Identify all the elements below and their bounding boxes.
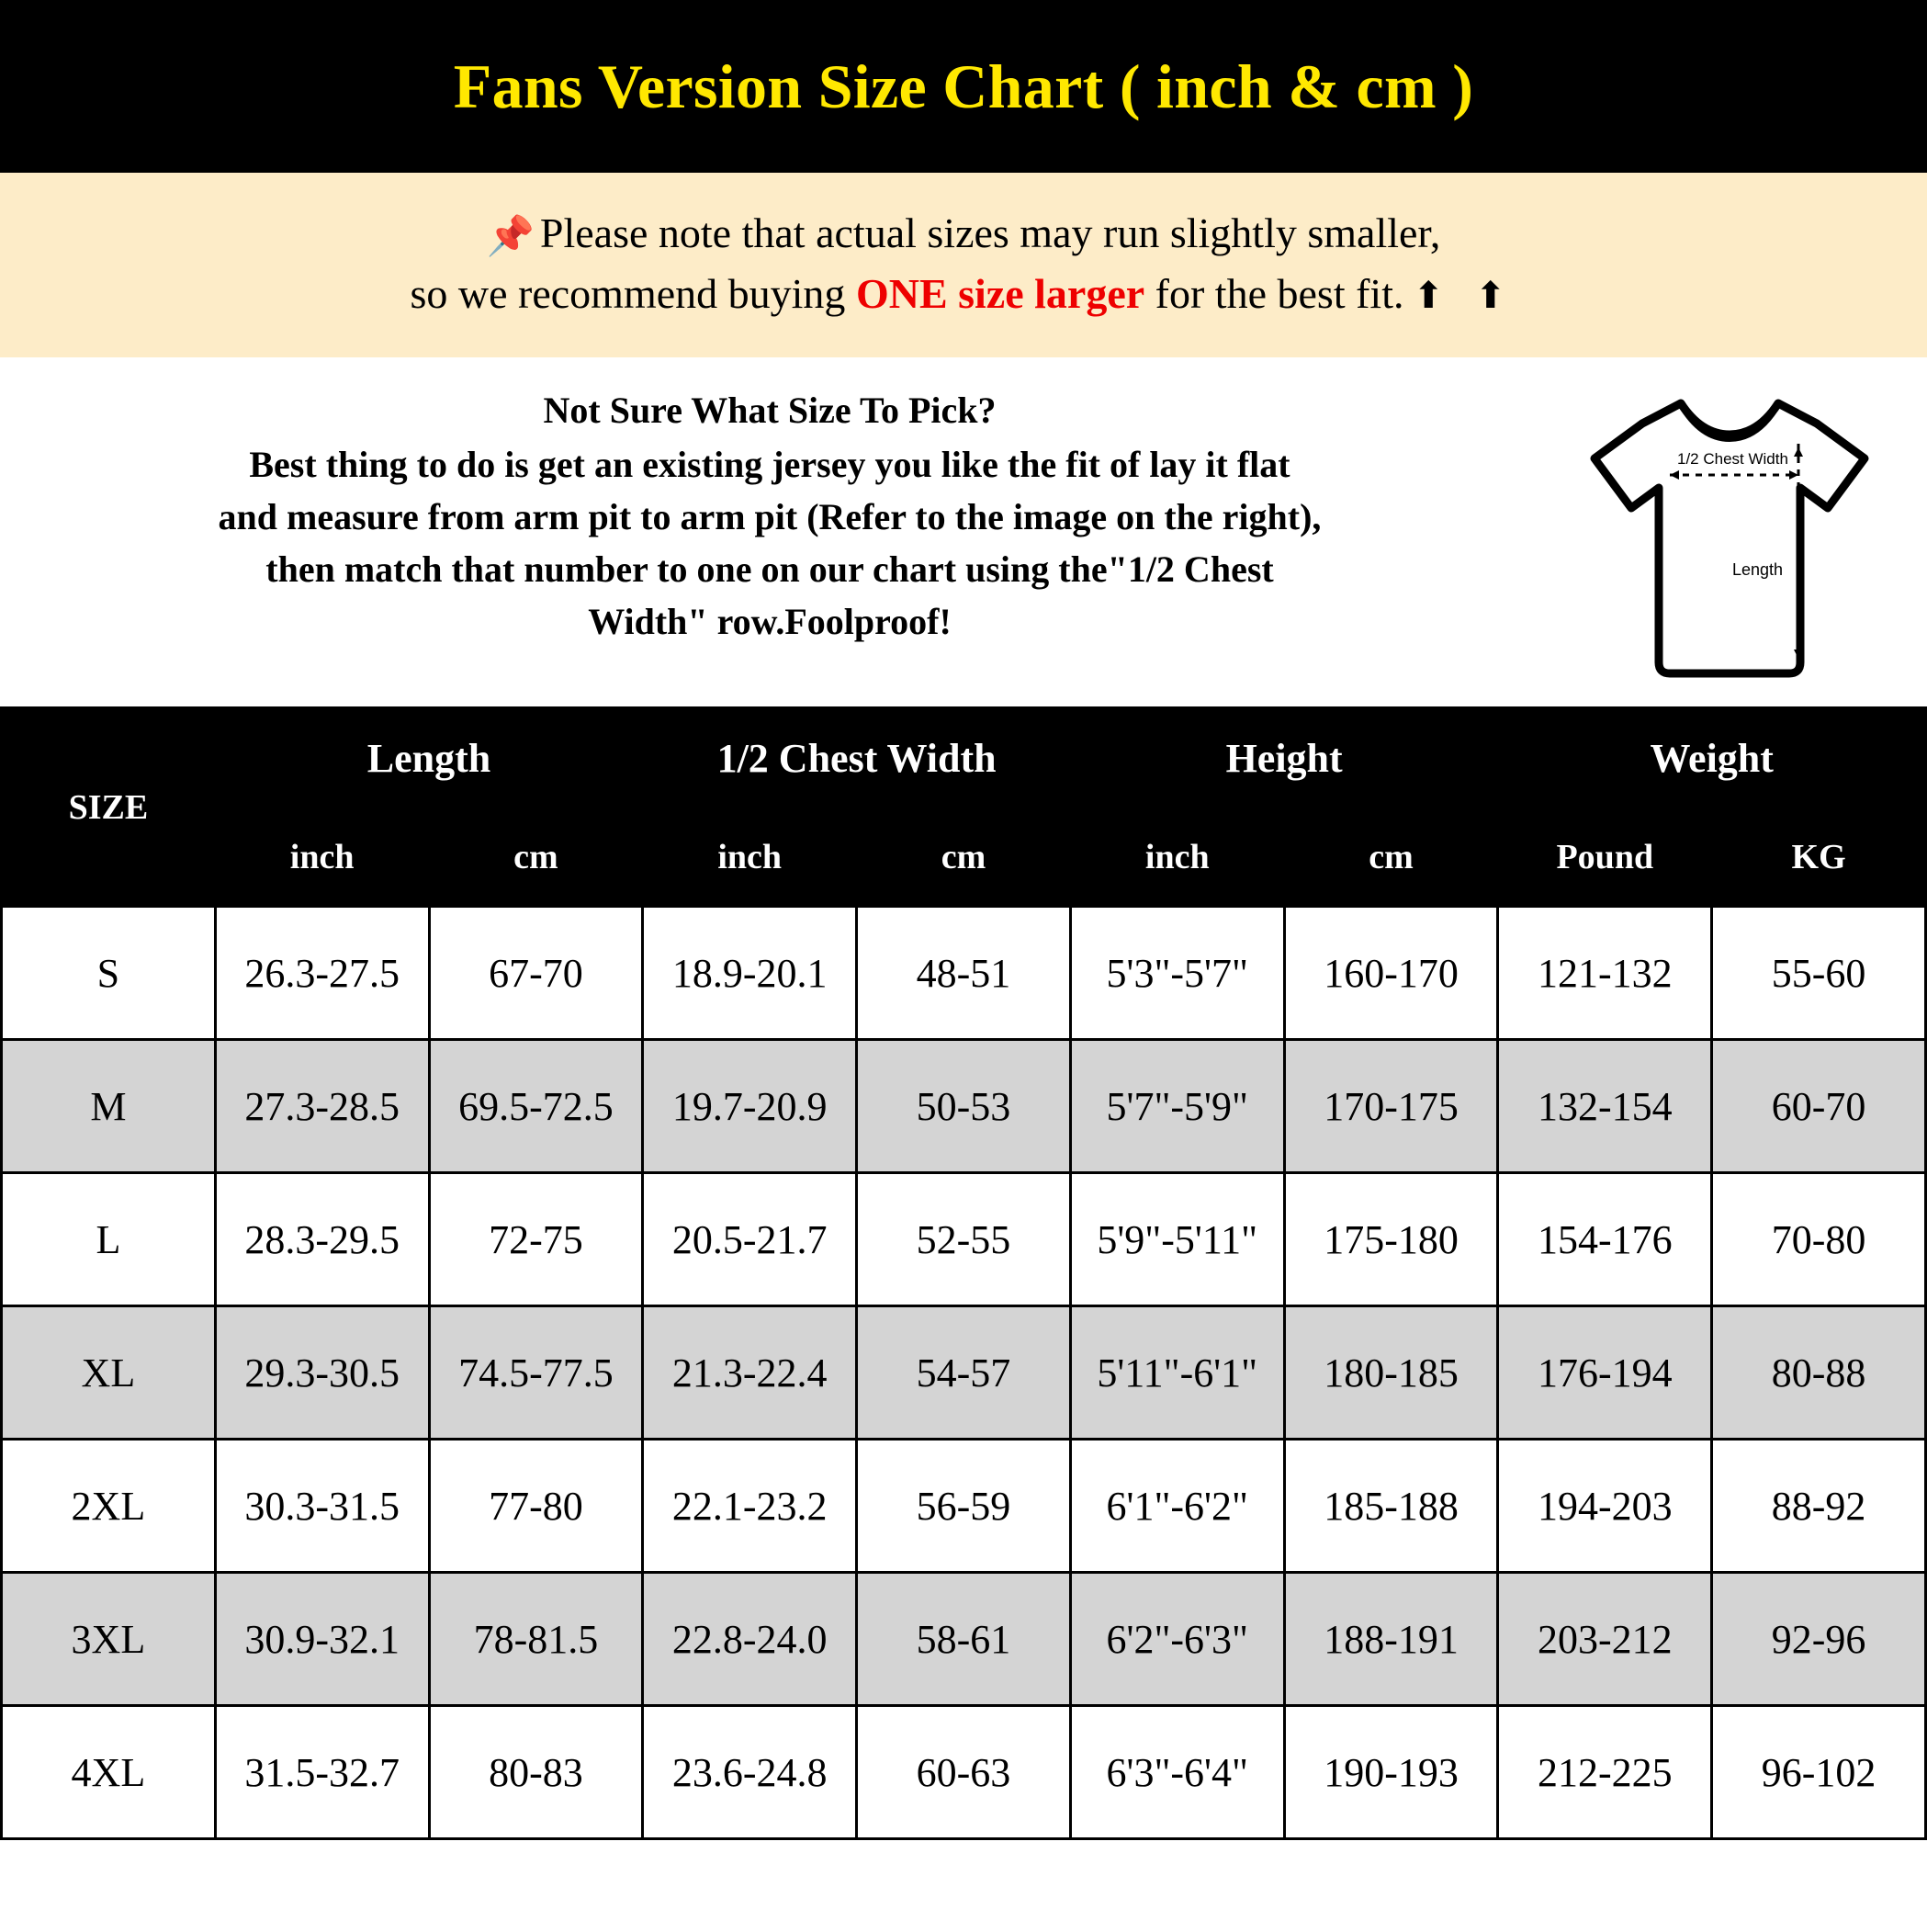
cell-chest-inch: 23.6-24.8 [643, 1706, 857, 1839]
help-line-2: and measure from arm pit to arm pit (Refer to the image on the right), [218, 496, 1322, 538]
header-group-height: Height [1070, 708, 1498, 808]
header-unit-chest-inch: inch [643, 808, 857, 907]
cell-height-cm: 185-188 [1284, 1440, 1498, 1573]
cell-length-inch: 30.9-32.1 [215, 1573, 429, 1706]
cell-length-cm: 80-83 [429, 1706, 643, 1839]
cell-weight-pound: 212-225 [1498, 1706, 1712, 1839]
cell-length-cm: 69.5-72.5 [429, 1040, 643, 1173]
cell-size: S [2, 907, 216, 1040]
tshirt-diagram-wrap [1532, 381, 1927, 690]
header-unit-weight-kg: KG [1712, 808, 1926, 907]
chest-width-label: 1/2 Chest Width [1677, 450, 1788, 469]
help-line-1: Best thing to do is get an existing jersey you like the fit of lay it flat [249, 444, 1290, 486]
cell-weight-pound: 121-132 [1498, 907, 1712, 1040]
table-unit-header-row [2, 808, 1926, 907]
cell-height-cm: 160-170 [1284, 907, 1498, 1040]
cell-length-cm: 74.5-77.5 [429, 1306, 643, 1440]
cell-length-inch: 31.5-32.7 [215, 1706, 429, 1839]
cell-height-cm: 175-180 [1284, 1173, 1498, 1306]
cell-size: XL [2, 1306, 216, 1440]
cell-length-cm: 77-80 [429, 1440, 643, 1573]
cell-weight-pound: 194-203 [1498, 1440, 1712, 1573]
header-group-weight: Weight [1498, 708, 1926, 808]
length-label: Length [1732, 560, 1784, 580]
cell-chest-cm: 60-63 [857, 1706, 1071, 1839]
header-unit-height-cm: cm [1284, 808, 1498, 907]
header-unit-chest-cm: cm [857, 808, 1071, 907]
cell-weight-kg: 96-102 [1712, 1706, 1926, 1839]
cell-height-inch: 5'7"-5'9" [1070, 1040, 1284, 1173]
header-unit-height-inch: inch [1070, 808, 1284, 907]
table-row [2, 1706, 1926, 1839]
cell-length-inch: 30.3-31.5 [215, 1440, 429, 1573]
cell-size: 3XL [2, 1573, 216, 1706]
cell-height-cm: 170-175 [1284, 1040, 1498, 1173]
note-line-2 [18, 265, 1909, 322]
up-arrows-icon: ⬆ ⬆ [1413, 274, 1517, 316]
cell-size: L [2, 1173, 216, 1306]
cell-height-cm: 190-193 [1284, 1706, 1498, 1839]
cell-chest-cm: 48-51 [857, 907, 1071, 1040]
help-text-block [0, 381, 1532, 648]
cell-chest-cm: 56-59 [857, 1440, 1071, 1573]
cell-length-inch: 28.3-29.5 [215, 1173, 429, 1306]
cell-chest-inch: 19.7-20.9 [643, 1040, 857, 1173]
table-row [2, 1040, 1926, 1173]
cell-weight-kg: 70-80 [1712, 1173, 1926, 1306]
cell-chest-inch: 22.1-23.2 [643, 1440, 857, 1573]
note-line-2-suffix: for the best fit. [1144, 269, 1404, 317]
cell-height-cm: 188-191 [1284, 1573, 1498, 1706]
table-row [2, 907, 1926, 1040]
cell-size: 2XL [2, 1440, 216, 1573]
header-size: SIZE [2, 708, 216, 907]
table-row [2, 1306, 1926, 1440]
help-section [0, 361, 1927, 706]
cell-weight-kg: 60-70 [1712, 1040, 1926, 1173]
cell-chest-cm: 52-55 [857, 1173, 1071, 1306]
pushpin-icon: 📌 [486, 216, 535, 258]
header-unit-length-inch: inch [215, 808, 429, 907]
note-highlight: ONE size larger [855, 269, 1145, 317]
cell-height-inch: 5'3"-5'7" [1070, 907, 1284, 1040]
cell-height-inch: 6'2"-6'3" [1070, 1573, 1284, 1706]
tshirt-icon [1578, 387, 1881, 690]
header-unit-weight-pound: Pound [1498, 808, 1712, 907]
cell-weight-kg: 55-60 [1712, 907, 1926, 1040]
note-banner [0, 173, 1927, 361]
table-row [2, 1573, 1926, 1706]
cell-weight-pound: 203-212 [1498, 1573, 1712, 1706]
cell-chest-cm: 58-61 [857, 1573, 1071, 1706]
help-line-3: then match that number to one on our chart using the"1/2 Chest [265, 548, 1274, 591]
help-line-4: Width" row.Foolproof! [588, 600, 952, 642]
cell-chest-cm: 50-53 [857, 1040, 1071, 1173]
cell-height-inch: 6'3"-6'4" [1070, 1706, 1284, 1839]
cell-height-cm: 180-185 [1284, 1306, 1498, 1440]
table-head [2, 708, 1926, 907]
note-line-1 [18, 204, 1909, 265]
table-group-header-row [2, 708, 1926, 808]
cell-chest-cm: 54-57 [857, 1306, 1071, 1440]
cell-length-cm: 78-81.5 [429, 1573, 643, 1706]
cell-height-inch: 5'11"-6'1" [1070, 1306, 1284, 1440]
chart-title-bar [0, 0, 1927, 173]
cell-chest-inch: 20.5-21.7 [643, 1173, 857, 1306]
size-table-wrap [0, 706, 1927, 1932]
table-body [2, 907, 1926, 1839]
note-line-2-prefix: so we recommend buying [410, 269, 856, 317]
table-row [2, 1440, 1926, 1573]
table-row [2, 1173, 1926, 1306]
header-group-length: Length [215, 708, 643, 808]
cell-chest-inch: 21.3-22.4 [643, 1306, 857, 1440]
cell-length-inch: 29.3-30.5 [215, 1306, 429, 1440]
cell-weight-pound: 132-154 [1498, 1040, 1712, 1173]
cell-length-cm: 67-70 [429, 907, 643, 1040]
cell-chest-inch: 22.8-24.0 [643, 1573, 857, 1706]
page-title: Fans Version Size Chart ( inch & cm ) [453, 51, 1474, 121]
cell-weight-pound: 154-176 [1498, 1173, 1712, 1306]
cell-chest-inch: 18.9-20.1 [643, 907, 857, 1040]
cell-length-inch: 26.3-27.5 [215, 907, 429, 1040]
size-table [0, 706, 1927, 1840]
note-line-1-text: Please note that actual sizes may run slightly smaller, [539, 209, 1441, 256]
cell-length-inch: 27.3-28.5 [215, 1040, 429, 1173]
cell-weight-kg: 88-92 [1712, 1440, 1926, 1573]
header-unit-length-cm: cm [429, 808, 643, 907]
cell-length-cm: 72-75 [429, 1173, 643, 1306]
cell-weight-pound: 176-194 [1498, 1306, 1712, 1440]
help-heading: Not Sure What Size To Pick? [543, 390, 997, 432]
cell-height-inch: 6'1"-6'2" [1070, 1440, 1284, 1573]
cell-height-inch: 5'9"-5'11" [1070, 1173, 1284, 1306]
header-group-chest-width: 1/2 Chest Width [643, 708, 1071, 808]
cell-size: 4XL [2, 1706, 216, 1839]
cell-weight-kg: 80-88 [1712, 1306, 1926, 1440]
cell-weight-kg: 92-96 [1712, 1573, 1926, 1706]
cell-size: M [2, 1040, 216, 1173]
